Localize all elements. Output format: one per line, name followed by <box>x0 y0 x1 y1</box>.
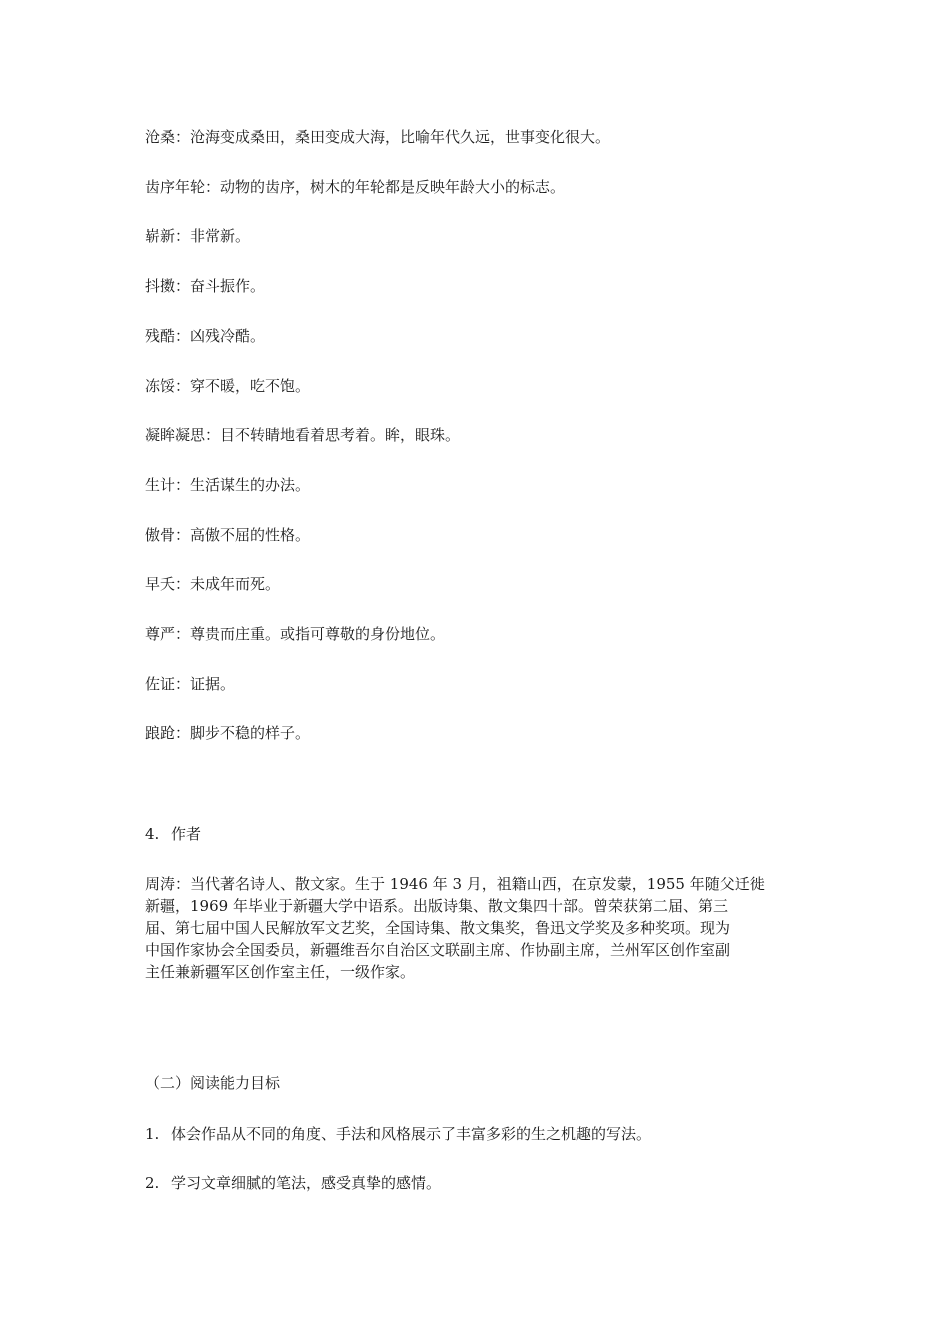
glossary-separator: ： <box>175 128 191 146</box>
glossary-definition: 目不转睛地看着思考着。眸，眼珠。 <box>220 426 461 445</box>
glossary-term: 佐证 <box>145 674 176 693</box>
glossary-separator: ： <box>175 724 191 743</box>
goal-number: 1. <box>145 1125 160 1143</box>
glossary-entry <box>145 525 807 545</box>
glossary-separator: ： <box>175 277 191 296</box>
glossary-term: 残酷 <box>145 326 176 345</box>
glossary-separator: ： <box>175 376 191 395</box>
glossary-entry <box>145 326 807 346</box>
glossary-separator: ： <box>175 525 191 544</box>
author-paragraph-line: 中国作家协会全国委员，新疆维吾尔自治区文联副主席、作协副主席，兰州军区创作室副 <box>145 941 731 959</box>
glossary-separator: ： <box>205 177 221 196</box>
glossary-separator: ： <box>205 426 221 445</box>
glossary-definition: 非常新。 <box>190 227 251 246</box>
glossary-entry <box>145 376 807 396</box>
glossary-entry <box>145 276 807 296</box>
glossary-definition: 高傲不屈的性格。 <box>190 525 311 544</box>
author-paragraph-line: 周涛：当代著名诗人、散文家。生于 1946 年 3 月，祖籍山西，在京发蒙，1955 年随父迁徙 <box>145 875 765 893</box>
glossary-definition: 生活谋生的办法。 <box>190 475 311 494</box>
glossary-definition: 脚步不稳的样子。 <box>190 724 311 743</box>
reading-goals-heading: （二）阅读能力目标 <box>145 1074 281 1092</box>
glossary-entry <box>145 574 807 594</box>
glossary-entry <box>145 226 807 246</box>
goal-text: 学习文章细腻的笔法，感受真挚的感情。 <box>171 1174 442 1192</box>
glossary-term: 早夭 <box>145 575 176 594</box>
reading-goal-item <box>145 1173 807 1193</box>
glossary-separator: ： <box>175 326 191 345</box>
glossary-separator: ： <box>175 227 191 246</box>
glossary-term: 崭新 <box>145 227 176 246</box>
goal-text: 体会作品从不同的角度、手法和风格展示了丰富多彩的生之机趣的写法。 <box>171 1125 652 1143</box>
glossary-separator: ： <box>175 575 191 594</box>
glossary-term: 尊严 <box>145 625 176 643</box>
glossary-separator: ： <box>175 674 191 693</box>
glossary-definition: 奋斗振作。 <box>190 277 266 296</box>
glossary-definition: 证据。 <box>190 674 236 693</box>
glossary-term: 生计 <box>145 475 176 494</box>
glossary-term: 沧桑 <box>145 128 176 146</box>
glossary-entry <box>145 674 807 694</box>
glossary-term: 踉跄 <box>145 724 176 743</box>
glossary-entry <box>145 475 807 495</box>
glossary-entry <box>145 624 807 644</box>
section-title: 作者 <box>171 825 202 843</box>
author-section-heading <box>145 824 807 844</box>
author-paragraph-line: 届、第七届中国人民解放军文艺奖，全国诗集、散文集奖，鲁迅文学奖及多种奖项。现为 <box>145 919 731 937</box>
glossary-definition: 凶残冷酷。 <box>190 326 266 345</box>
glossary-definition: 穿不暖，吃不饱。 <box>190 376 311 395</box>
goal-number: 2. <box>145 1174 160 1192</box>
glossary-definition: 未成年而死。 <box>190 575 281 594</box>
glossary-entry <box>145 177 807 197</box>
author-paragraph-line: 新疆，1969 年毕业于新疆大学中语系。出版诗集、散文集四十部。曾荣获第二届、第三 <box>145 897 728 915</box>
glossary-term: 傲骨 <box>145 525 176 544</box>
reading-goal-item <box>145 1124 807 1144</box>
author-paragraph <box>145 873 807 983</box>
glossary-definition: 尊贵而庄重。或指可尊敬的身份地位。 <box>190 625 446 643</box>
glossary-separator: ： <box>175 625 191 643</box>
author-paragraph-line: 主任兼新疆军区创作室主任，一级作家。 <box>145 963 416 981</box>
glossary-entry <box>145 723 807 743</box>
glossary-entry <box>145 425 807 445</box>
glossary-separator: ： <box>175 475 191 494</box>
glossary-term: 冻馁 <box>145 376 176 395</box>
glossary-term: 凝眸凝思 <box>145 426 206 445</box>
glossary-term: 齿序年轮 <box>145 177 206 196</box>
section-number: 4. <box>145 825 160 843</box>
glossary-term: 抖擞 <box>145 277 176 296</box>
glossary-entry <box>145 127 807 147</box>
glossary-definition: 动物的齿序，树木的年轮都是反映年龄大小的标志。 <box>220 177 566 196</box>
glossary-definition: 沧海变成桑田，桑田变成大海，比喻年代久远，世事变化很大。 <box>190 128 611 146</box>
